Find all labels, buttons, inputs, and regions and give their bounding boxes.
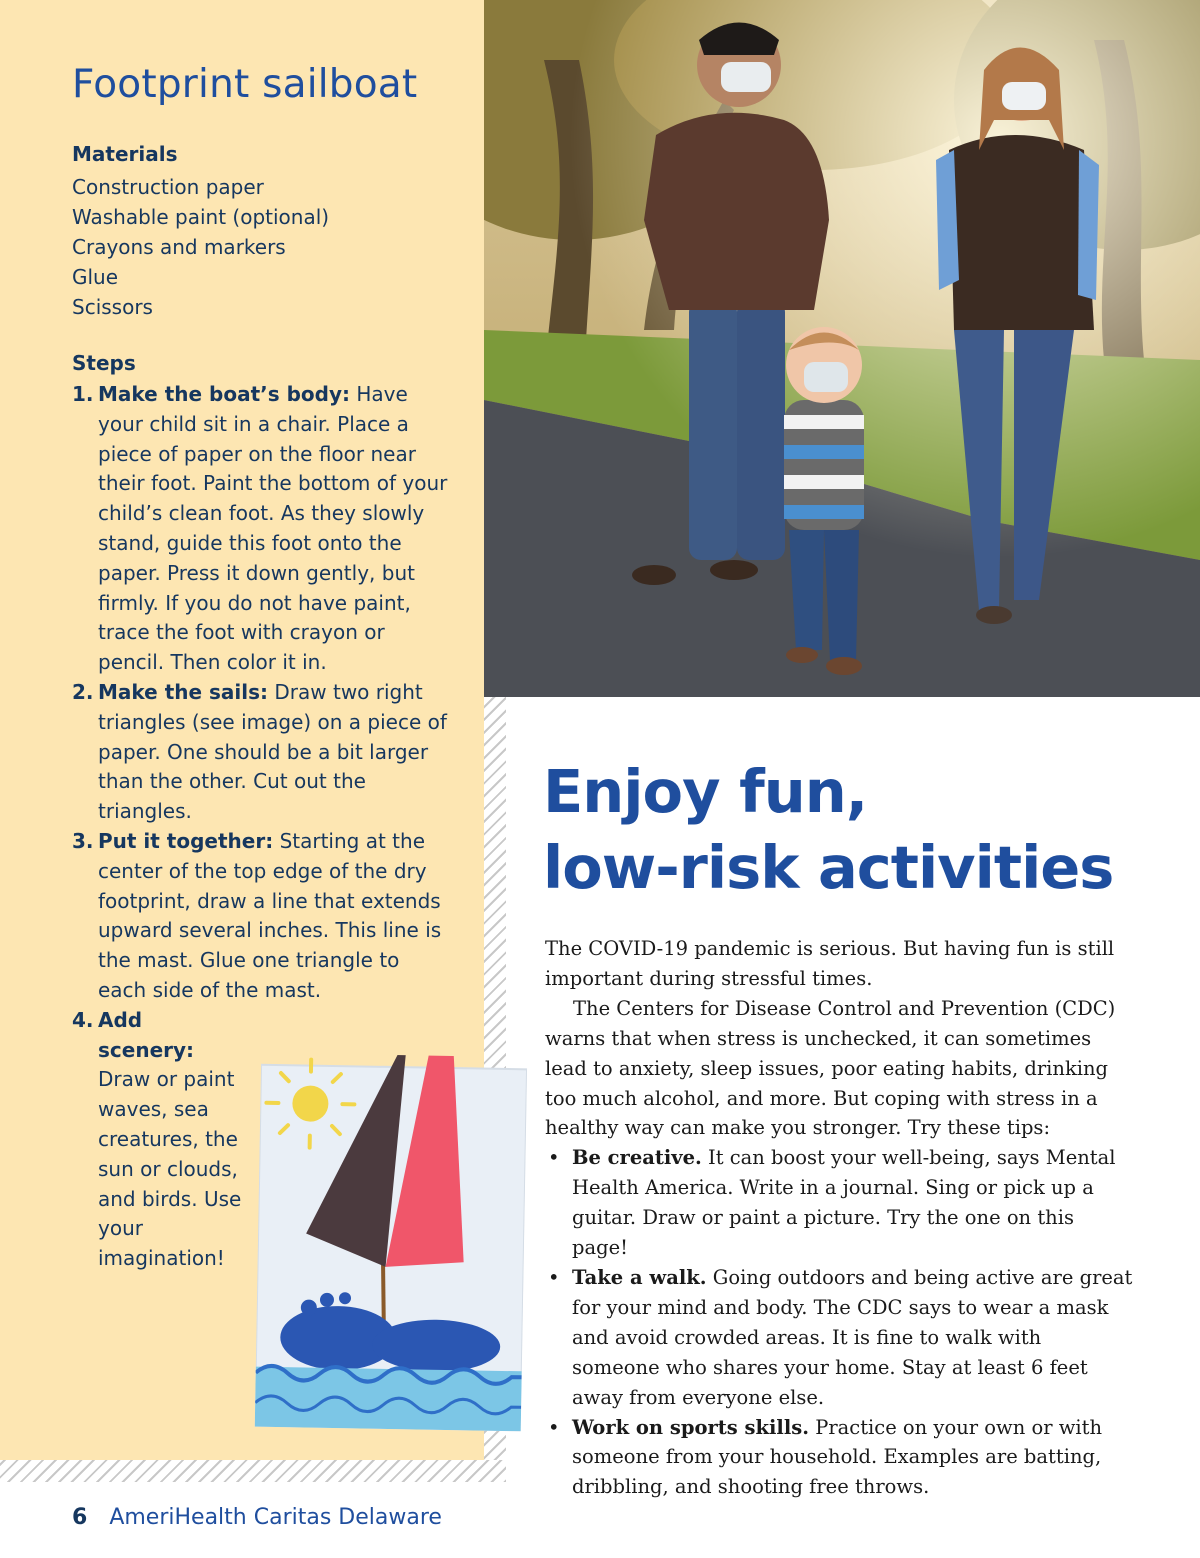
- step-text: Have your child sit in a chair. Place a piece of paper on the floor near their foot. Paint the bottom of your child’s clean foot. As they slowly stand, guide this foot onto the paper. Press it down gently, but firmly. If you do not have paint, trace the foot with crayon or pencil. Then color it in.: [98, 382, 448, 675]
- craft-title: Footprint sailboat: [72, 62, 418, 107]
- headline-line: Enjoy fun,: [543, 757, 868, 826]
- step-item: [72, 380, 452, 678]
- tip-item: [545, 1413, 1135, 1503]
- material-item: Glue: [72, 265, 119, 289]
- step-number: 4.: [72, 1007, 94, 1032]
- family-photo-illustration: [484, 0, 1200, 697]
- steps-heading: Steps: [72, 351, 136, 375]
- article-headline: [543, 754, 1113, 906]
- material-item: Crayons and markers: [72, 235, 286, 259]
- tip-text: Practice on your own or with someone from your household. Examples are batting, dribbling, and shooting free throws.: [572, 1415, 1103, 1499]
- material-item: Construction paper: [72, 175, 264, 199]
- tip-item: [545, 1263, 1135, 1413]
- step-text: Draw two right triangles (see image) on a piece of paper. One should be a bit larger than the other. Cut out the triangles.: [98, 679, 447, 824]
- tip-title: Be creative.: [572, 1146, 702, 1170]
- tip-text: Going outdoors and being active are great for your mind and body. The CDC says to wear a mask and avoid crowded areas. It is fine to walk with someone who shares your home. Stay at least 6 feet away from everyone else.: [572, 1265, 1133, 1409]
- step-title: Put it together:: [98, 828, 274, 853]
- step-text: Draw or paint waves, sea creatures, the sun or clouds, and birds. Use your imagination!: [98, 1067, 242, 1271]
- step-item: [72, 827, 452, 1006]
- step-text: Starting at the center of the top edge of the dry footprint, draw a line that extends upward several inches. This line is the mast. Glue one triangle to each side of the mast.: [98, 828, 442, 1002]
- page-number: 6: [72, 1505, 88, 1530]
- tip-title: Work on sports skills.: [572, 1415, 810, 1439]
- material-item: Scissors: [72, 295, 153, 319]
- step-title: Add scenery:: [98, 1007, 195, 1062]
- footer-brand: AmeriHealth Caritas Delaware: [109, 1505, 442, 1530]
- sailboat-drawing-illustration: [255, 1053, 527, 1432]
- footprint-sailboat-drawing: [255, 1053, 527, 1432]
- tip-item: [545, 1143, 1135, 1263]
- materials-heading: Materials: [72, 142, 178, 166]
- step-title: Make the sails:: [98, 679, 269, 704]
- step-item: [72, 678, 452, 827]
- step-title: Make the boat’s body:: [98, 382, 351, 406]
- family-walking-photo: [484, 0, 1200, 697]
- tip-text: It can boost your well-being, says Mental Health America. Write in a journal. Sing or pick up a guitar. Draw or paint a picture. Try the one on this page!: [572, 1146, 1116, 1260]
- tips-list: [545, 1143, 1135, 1502]
- article-intro: The COVID-19 pandemic is serious. But having fun is still important during stressful times.: [545, 937, 1115, 990]
- step-number: 2.: [72, 679, 94, 704]
- material-item: Washable paint (optional): [72, 205, 330, 229]
- step-number: 3.: [72, 828, 94, 853]
- stripe-decoration: [0, 1460, 506, 1482]
- step-item: [72, 1006, 243, 1274]
- step-number: 1.: [72, 382, 94, 406]
- materials-list: [72, 172, 329, 322]
- page-footer: [72, 1505, 442, 1530]
- article-body: [545, 934, 1135, 1502]
- article-paragraph: The Centers for Disease Control and Prevention (CDC) warns that when stress is unchecked, it can sometimes lead to anxiety, sleep issues, poor eating habits, drinking too much alcohol, and more. But coping with stress in a healthy way can make you stronger. Try these tips:: [545, 996, 1116, 1140]
- tip-title: Take a walk.: [572, 1265, 707, 1289]
- headline-line: low-risk activities: [543, 833, 1114, 902]
